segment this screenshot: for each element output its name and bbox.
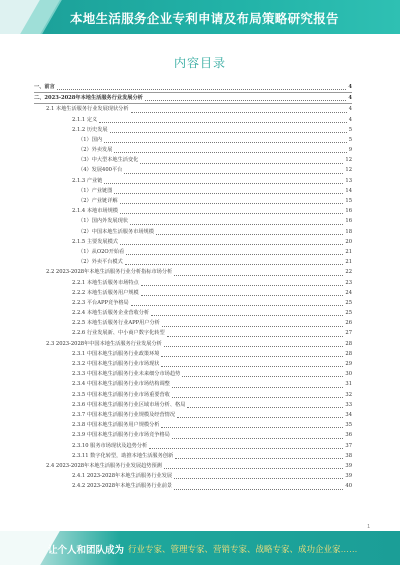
toc-leader-dots [120,203,344,204]
toc-leader-dots [149,448,343,449]
toc-entry-page: 4 [348,83,352,90]
toc-entry[interactable] [34,471,352,481]
toc-entry[interactable] [34,247,352,257]
toc-entry[interactable] [34,318,352,328]
toc-entry-title: （2）中国本地生活服务市场规模 [78,228,154,235]
toc-entry-title: 2.4 2023-2028年本地生活服务行业发展趋势预测 [46,462,162,469]
toc-entry[interactable] [34,400,352,410]
toc-entry[interactable] [34,135,352,145]
toc-entry[interactable] [34,186,352,196]
toc-entry-title: 2.3.10 服务市场现状及趋势分析 [72,442,148,449]
toc-entry-page: 4 [348,95,352,102]
toc-entry-page: 15 [345,198,352,205]
toc-entry-page: 21 [345,259,352,266]
toc-entry[interactable] [34,216,352,226]
page-marker: 1 [367,524,370,530]
toc-entry-title: 2.4.2 2023-2028年本地生活服务行业前景 [72,483,173,490]
toc-entry-title: 2.3 2023-2028年中国本地生活服务行业发展分析 [46,340,162,347]
toc-leader-dots [174,275,343,276]
toc-entry-title: 2.3.5 中国本地生活服务行业市场重要营收 [72,391,170,398]
toc-entry-page: 4 [348,116,352,123]
toc-entry-page: 16 [345,218,352,225]
toc-entry[interactable] [34,369,352,379]
toc-leader-dots [110,132,347,133]
toc-entry-title: 2.2.5 本地生活服务行业APP用户分析 [72,320,160,327]
toc-entry-title: 2.2.4 本地生活服务企业营收分析 [72,310,150,317]
toc-entry-title: 2.3.7 中国本地生活服务行业规模及经营情况 [72,411,176,418]
toc-entry-title: 2.3.6 中国本地生活服务行业区域市场分析、格局 [72,401,186,408]
toc-entry-title: 2.3.9 中国本地生活服务行业市场竞争格局 [72,432,170,439]
toc-entry-page: 5 [348,126,352,133]
page-footer [0,531,400,565]
toc-entry-page: 33 [345,401,352,408]
toc-entry[interactable] [34,288,352,298]
toc-leader-dots [131,112,347,113]
toc-entry-page: 21 [345,248,352,255]
toc-entry-title: 2.1 本地生活服务行业发展现状分析 [46,106,129,113]
toc-leader-dots [141,295,344,296]
toc-entry-title: 2.3.1 中国本地生活服务行业政策环境 [72,350,160,357]
toc-heading: 内容目录 [173,56,226,70]
toc-entry-title: 2.4.1 2023-2028年本地生活服务行业发展 [72,473,173,480]
toc-entry-page: 12 [345,157,352,164]
toc-entry-page: 39 [345,462,352,469]
toc-leader-dots [120,244,343,245]
toc-entry-page: 36 [345,432,352,439]
toc-entry[interactable] [34,451,352,461]
toc-leader-dots [187,407,343,408]
toc-entry-page: 29 [345,361,352,368]
toc-entry-title: （1）从O2O开始看 [78,248,125,255]
toc-entry-page: 35 [345,422,352,429]
toc-entry-page: 28 [345,340,352,347]
toc-entry-page: 9 [348,147,352,154]
toc-entry-page: 5 [348,136,352,143]
toc-leader-dots [141,285,344,286]
toc-entry[interactable] [34,257,352,267]
toc-entry[interactable] [34,308,352,318]
toc-entry[interactable] [34,359,352,369]
toc-leader-dots [125,264,344,265]
toc-entry[interactable] [34,461,352,471]
toc-entry[interactable] [34,93,352,104]
toc-entry-title: 2.2.2 本地生活服务用户规模 [72,289,139,296]
toc-leader-dots [182,376,343,377]
toc-entry-page: 27 [345,330,352,337]
toc-entry[interactable] [34,176,352,186]
table-of-contents [34,82,352,492]
toc-entry-page: 38 [345,452,352,459]
toc-entry-page: 24 [345,289,352,296]
toc-entry-title: 2.2.3 平台APP竞争格局 [72,299,129,306]
toc-leader-dots [145,100,347,101]
toc-entry[interactable] [34,430,352,440]
toc-entry[interactable] [34,390,352,400]
toc-entry-title: 2.1.1 定义 [72,116,98,123]
toc-entry[interactable] [34,349,352,359]
toc-entry-page: 20 [345,238,352,245]
toc-leader-dots [161,366,343,367]
toc-entry-page: 25 [345,310,352,317]
toc-entry-title: 2.1.3 产业链 [72,177,103,184]
toc-entry-page: 26 [345,320,352,327]
toc-entry-title: （1）产业链图 [78,187,113,194]
toc-leader-dots [172,397,344,398]
toc-entry[interactable] [34,278,352,288]
toc-entry-title: 2.1.2 历史发展 [72,126,108,133]
toc-entry-page: 30 [345,371,352,378]
toc-entry-title: 2.3.3 中国本地生活服务行业未来细分市场趋势 [72,371,181,378]
toc-leader-dots [177,417,343,418]
toc-entry[interactable] [34,267,352,277]
toc-leader-dots [114,152,346,153]
toc-leader-dots [174,478,343,479]
toc-entry-page: 32 [345,391,352,398]
toc-entry[interactable] [34,329,352,339]
toc-leader-dots [172,387,344,388]
toc-leader-dots [162,326,344,327]
toc-entry[interactable] [34,155,352,165]
toc-entry[interactable] [34,410,352,420]
toc-entry-page: 16 [345,208,352,215]
toc-leader-dots [151,315,343,316]
toc-leader-dots [126,254,343,255]
toc-entry-title: （2）外卖平台模式 [78,259,123,266]
toc-entry-page: 39 [345,473,352,480]
toc-leader-dots [172,438,344,439]
toc-entry[interactable] [34,115,352,125]
toc-entry[interactable] [34,196,352,206]
toc-entry-page: 28 [345,350,352,357]
toc-entry-page: 22 [345,269,352,276]
toc-leader-dots [104,142,347,143]
toc-entry-title: （3）中大型本地生活变化 [78,157,139,164]
toc-leader-dots [104,183,343,184]
toc-leader-dots [99,122,346,123]
toc-leader-dots [131,305,344,306]
toc-entry-page: 34 [345,411,352,418]
toc-entry-title: 2.2.6 行业发展新、中小商户数字化转型 [72,330,165,337]
toc-entry[interactable] [34,441,352,451]
toc-entry-page: 31 [345,381,352,388]
toc-entry-title: 2.3.4 中国本地生活服务行业市场结构调整 [72,381,170,388]
toc-entry-title: 2.1.4 本地市场规模 [72,208,118,215]
toc-entry[interactable] [34,125,352,135]
toc-entry-title: 二、2023-2028年本地生活服务行业发展分析 [34,95,143,102]
toc-entry-title: 2.2 2023-2028年本地生活服务行业分析指标市场分析 [46,269,173,276]
toc-entry[interactable] [34,82,352,93]
toc-entry[interactable] [34,237,352,247]
toc-entry-page: 18 [345,228,352,235]
toc-entry-title: 2.1.5 主要发展模式 [72,238,118,245]
toc-entry-title: 一、前言 [34,83,55,90]
toc-entry-page: 4 [348,106,352,113]
toc-leader-dots [57,89,347,90]
toc-entry[interactable] [34,481,352,491]
toc-leader-dots [175,458,343,459]
page-header [0,0,400,34]
toc-entry-page: 14 [345,187,352,194]
toc-leader-dots [161,427,343,428]
toc-entry[interactable] [34,227,352,237]
toc-entry-title: （2）产业链详解 [78,198,118,205]
toc-leader-dots [167,336,344,337]
toc-entry-page: 37 [345,442,352,449]
toc-leader-dots [114,193,343,194]
toc-entry-page: 25 [345,299,352,306]
footer-tagline: 行业专家、管理专家、营销专家、战略专家、成功企业家…… [128,544,358,554]
toc-entry-title: （1）国内外发展现状 [78,218,128,225]
toc-entry-title: 2.3.2 中国本地生活服务行业市场现状 [72,361,160,368]
toc-entry-title: 2.3.11 数字化转型，助推本地生活服务创新 [72,452,174,459]
toc-entry[interactable] [34,206,352,216]
toc-entry-page: 23 [345,279,352,286]
toc-leader-dots [156,234,343,235]
toc-entry[interactable] [34,145,352,155]
toc-entry-page: 12 [345,167,352,174]
report-title: 本地生活服务企业专利申请及布局策略研究报告 [70,12,339,26]
toc-entry-page: 13 [345,177,352,184]
toc-entry[interactable] [34,298,352,308]
toc-leader-dots [164,468,344,469]
toc-leader-dots [164,346,344,347]
toc-leader-dots [124,173,343,174]
toc-leader-dots [130,224,343,225]
toc-entry-title: （1）国内 [78,136,103,143]
toc-entry[interactable] [34,420,352,430]
toc-entry-title: 2.3.8 中国本地生活服务用户规模分析 [72,422,160,429]
toc-leader-dots [161,356,343,357]
toc-leader-dots [174,489,343,490]
toc-entry[interactable] [34,339,352,349]
toc-leader-dots [140,163,343,164]
toc-entry-title: 2.2.1 本地生活服务市场特点 [72,279,139,286]
toc-entry[interactable] [34,104,352,114]
toc-entry[interactable] [34,166,352,176]
footer-slogan: 让个人和团队成为 [48,545,125,556]
toc-entry[interactable] [34,379,352,389]
toc-entry-page: 40 [345,483,352,490]
toc-leader-dots [120,213,343,214]
toc-entry-title: （4）发展400平台 [78,167,123,174]
toc-entry-title: （2）外卖发展 [78,147,113,154]
